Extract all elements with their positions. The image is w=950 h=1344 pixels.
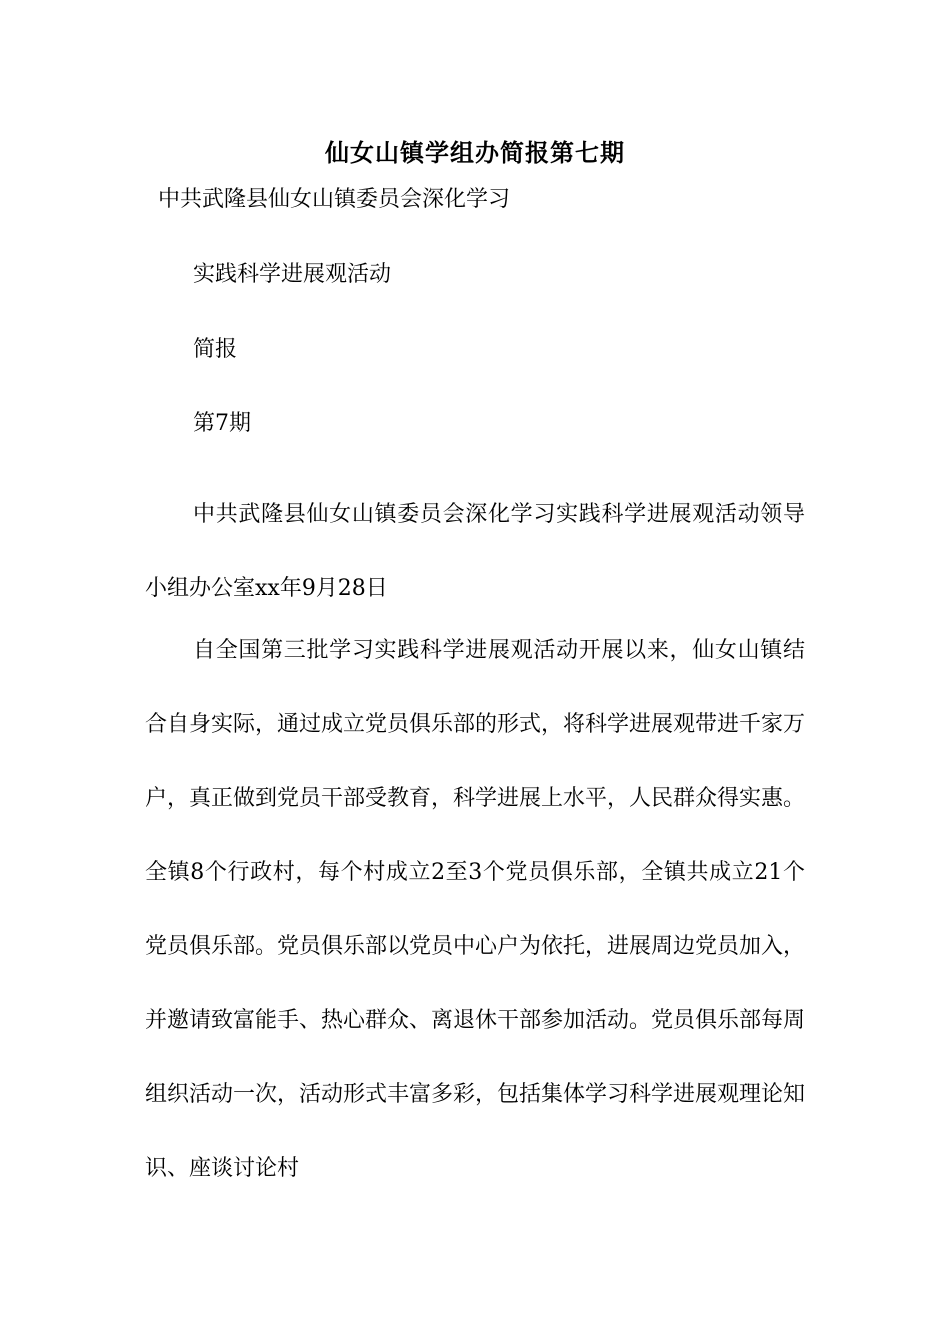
issuer-and-date: 中共武隆县仙女山镇委员会深化学习实践科学进展观活动领导小组办公室xx年9月28日 — [145, 502, 805, 601]
header-line-briefing: 简报 — [193, 337, 238, 362]
document-title: 仙女山镇学组办简报第七期 — [325, 138, 625, 167]
header-line-activity: 实践科学进展观活动 — [193, 262, 392, 287]
header-line-organization: 中共武隆县仙女山镇委员会深化学习 — [158, 187, 511, 212]
issue-number: 第7期 — [193, 411, 251, 436]
body-paragraph: 自全国第三批学习实践科学进展观活动开展以来，仙女山镇结合自身实际，通过成立党员俱乐部的形式，将科学进展观带进千家万户，真正做到党员干部受教育，科学进展上水平，人民群众得实惠。全镇8个行政村，每个村成立2至3个党员俱乐部，全镇共成立21个党员俱乐部。党员俱乐部以党员中心户为依托，进展周边党员加入，并邀请致富能手、热心群众、离退休干部参加活动。党员俱乐部每周组织活动一次，活动形式丰富多彩，包括集体学习科学进展观理论知识、座谈讨论村 — [145, 638, 806, 1181]
